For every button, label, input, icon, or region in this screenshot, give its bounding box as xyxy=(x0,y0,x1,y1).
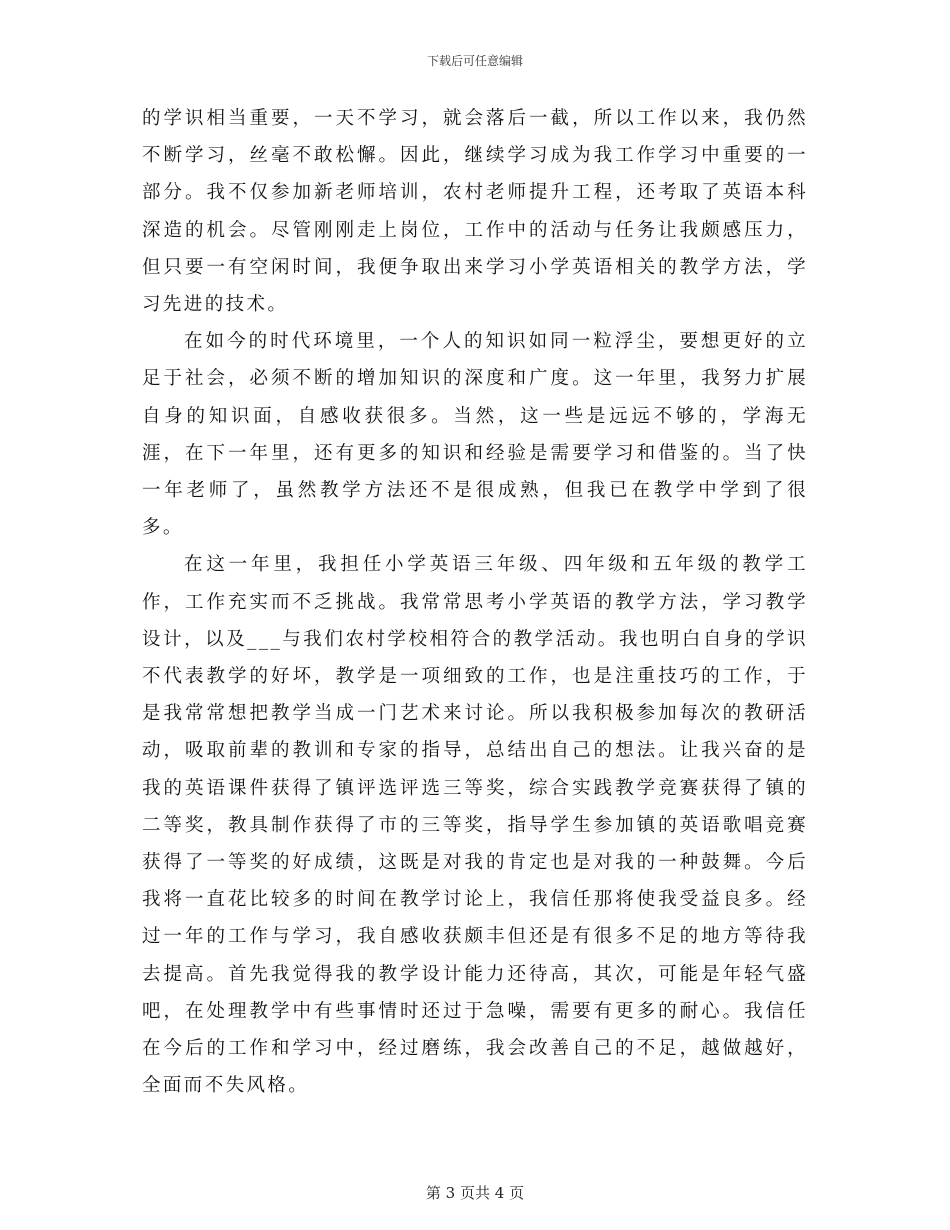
page-footer: 第 3 页共 4 页 xyxy=(425,1184,525,1202)
page-header: 下载后可任意编辑 xyxy=(426,54,523,68)
document-body xyxy=(142,100,808,1104)
paragraph-continued: 的学识相当重要，一天不学习，就会落后一截，所以工作以来，我仍然不断学习，丝毫不敢松懈。因此，继续学习成为我工作学习中重要的一部分。我不仅参加新老师培训，农村老师提升工程，还考取了英语本科深造的机会。尽管刚刚走上岗位，工作中的活动与任务让我颇感压力，但只要一有空闲时间，我便争取出来学习小学英语相关的教学方法，学习先进的技术。 xyxy=(142,108,808,316)
paragraph-teaching-work: 在这一年里，我担任小学英语三年级、四年级和五年级的教学工作，工作充实而不乏挑战。我常常思考小学英语的教学方法，学习教学设计，以及___与我们农村学校相符合的教学活动。我也明白自身的学识不代表教学的好坏，教学是一项细致的工作，也是注重技巧的工作，于是我常常想把教学当成一门艺术来讨论。所以我积极参加每次的教研活动，吸取前辈的教训和专家的指导，总结出自己的想法。让我兴奋的是我的英语课件获得了镇评选评选三等奖，综合实践教学竞赛获得了镇的二等奖，教具制作获得了市的三等奖，指导学生参加镇的英语歌唱竞赛获得了一等奖的好成绩，这既是对我的肯定也是对我的一种鼓舞。今后我将一直花比较多的时间在教学讨论上，我信任那将使我受益良多。经过一年的工作与学习，我自感收获颇丰但还是有很多不足的地方等待我去提高。首先我觉得我的教学设计能力还待高，其次，可能是年轻气盛吧，在处理教学中有些事情时还过于急噪，需要有更多的耐心。我信任在今后的工作和学习中，经过磨练，我会改善自己的不足，越做越好，全面而不失风格。 xyxy=(142,554,808,1097)
paragraph-knowledge: 在如今的时代环境里，一个人的知识如同一粒浮尘，要想更好的立足于社会，必须不断的增加知识的深度和广度。这一年里，我努力扩展自身的知识面，自感收获很多。当然，这一些是远远不够的，学海无涯，在下一年里，还有更多的知识和经验是需要学习和借鉴的。当了快一年老师了，虽然教学方法还不是很成熟，但我已在教学中学到了很多。 xyxy=(142,331,808,539)
